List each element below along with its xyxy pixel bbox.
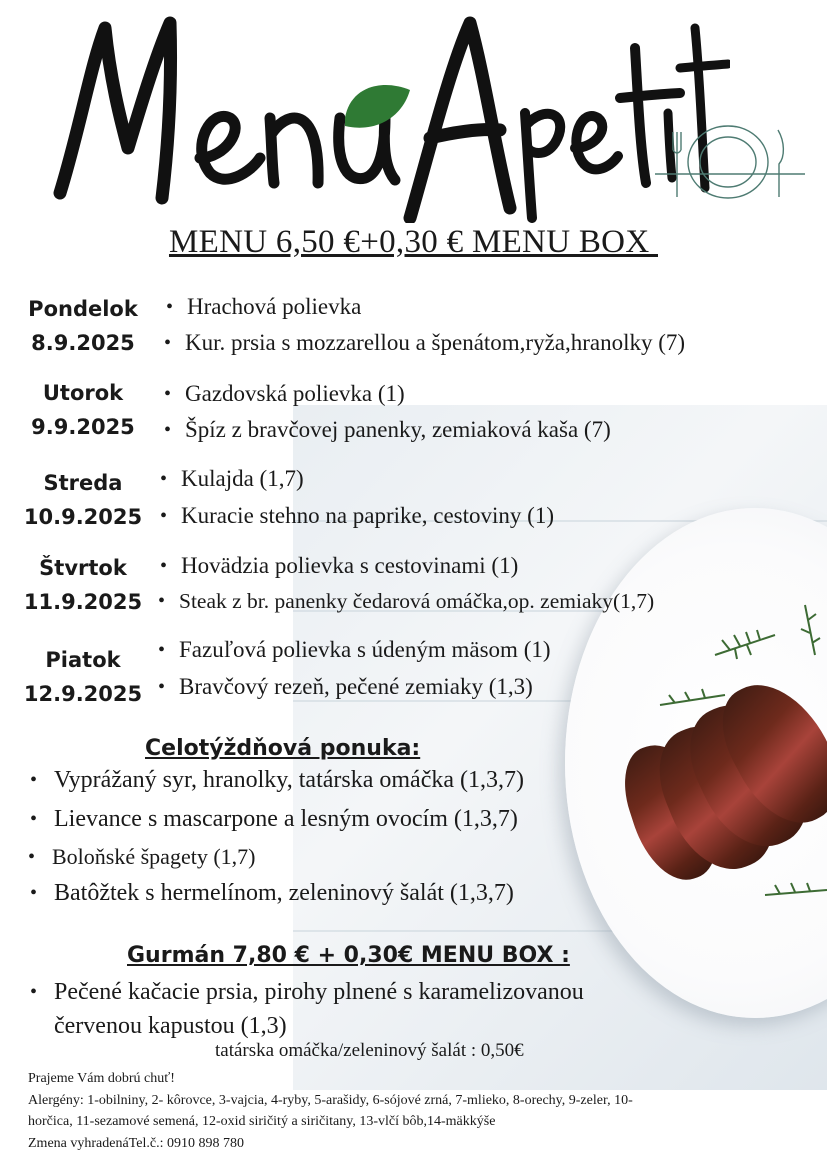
contact-text: Zmena vyhradenáTel.č.: 0910 898 780 bbox=[28, 1136, 244, 1151]
day-thursday bbox=[8, 551, 158, 619]
logo-script-image bbox=[50, 8, 730, 223]
day-name: Streda bbox=[43, 471, 123, 495]
dish-item: • Gazdovská polievka (1) bbox=[185, 379, 405, 409]
plate-cutlery-icon bbox=[655, 122, 805, 202]
logo-leaf bbox=[345, 85, 410, 128]
gourmet-title: Gurmán 7,80 € + 0,30€ MENU BOX : bbox=[127, 943, 570, 968]
day-date: 8.9.2025 bbox=[31, 331, 135, 355]
menu-price-line: MENU 6,50 €+0,30 € MENU BOX bbox=[168, 224, 658, 260]
dish-item: • Kulajda (1,7) bbox=[181, 464, 304, 494]
dish-item: • Kuracie stehno na paprike, cestoviny (1) bbox=[181, 501, 554, 531]
day-name: Utorok bbox=[42, 381, 124, 405]
weekly-item: • Boloňské špagety (1,7) bbox=[52, 841, 255, 873]
greeting-text: Prajeme Vám dobrú chuť! bbox=[28, 1071, 175, 1086]
dish-item: • Fazuľová polievka s údeným mäsom (1) bbox=[179, 635, 551, 665]
day-wednesday bbox=[8, 466, 158, 534]
dish-item: • Hovädzia polievka s cestovinami (1) bbox=[181, 551, 518, 581]
weekly-item: • Vyprážaný syr, hranolky, tatárska omáčka (1,3,7) bbox=[54, 764, 524, 796]
dish-item: • Bravčový rezeň, pečené zemiaky (1,3) bbox=[179, 672, 533, 702]
gourmet-item: • Pečené kačacie prsia, pirohy plnené s karamelizovanou bbox=[54, 976, 584, 1008]
weekly-item: • Lievance s mascarpone a lesným ovocím (1,3,7) bbox=[54, 803, 518, 835]
dish-item: • Hrachová polievka bbox=[187, 292, 361, 322]
day-date: 11.9.2025 bbox=[23, 590, 143, 614]
day-monday bbox=[8, 292, 158, 360]
logo bbox=[50, 8, 730, 223]
dish-item: • Špíz z bravčovej panenky, zemiaková kaša (7) bbox=[185, 415, 611, 445]
day-tuesday bbox=[8, 376, 158, 444]
day-date: 12.9.2025 bbox=[23, 682, 143, 706]
rosemary-garnish-icon bbox=[655, 595, 827, 925]
day-name: Štvrtok bbox=[39, 556, 127, 580]
allergens-text-continued: horčica, 11-sezamové semená, 12-oxid siričitý a siričitany, 13-vlčí bôb,14-mäkkýše bbox=[28, 1114, 496, 1129]
day-name: Pondelok bbox=[28, 297, 138, 321]
day-date: 10.9.2025 bbox=[23, 505, 143, 529]
day-date: 9.9.2025 bbox=[31, 415, 135, 439]
weekly-item: • Batôžtek s hermelínom, zeleninový šalát (1,3,7) bbox=[54, 877, 514, 909]
gourmet-item-continued: červenou kapustou (1,3) bbox=[54, 1013, 287, 1039]
day-name: Piatok bbox=[45, 648, 121, 672]
weekly-offer-title: Celotýždňová ponuka: bbox=[145, 736, 421, 761]
allergens-text: Alergény: 1-obilniny, 2- kôrovce, 3-vajcia, 4-ryby, 5-arašidy, 6-sójové zrná, 7-mlieko, 8-orechy, 9-zeler, 10- bbox=[28, 1093, 633, 1108]
dish-item: • Kur. prsia s mozzarellou a špenátom,ryža,hranolky (7) bbox=[185, 328, 685, 358]
dish-item: • Steak z br. panenky čedarová omáčka,op. zemiaky(1,7) bbox=[179, 586, 654, 616]
day-friday bbox=[8, 643, 158, 711]
side-dish-note: tatárska omáčka/zeleninový šalát : 0,50€ bbox=[215, 1040, 524, 1061]
